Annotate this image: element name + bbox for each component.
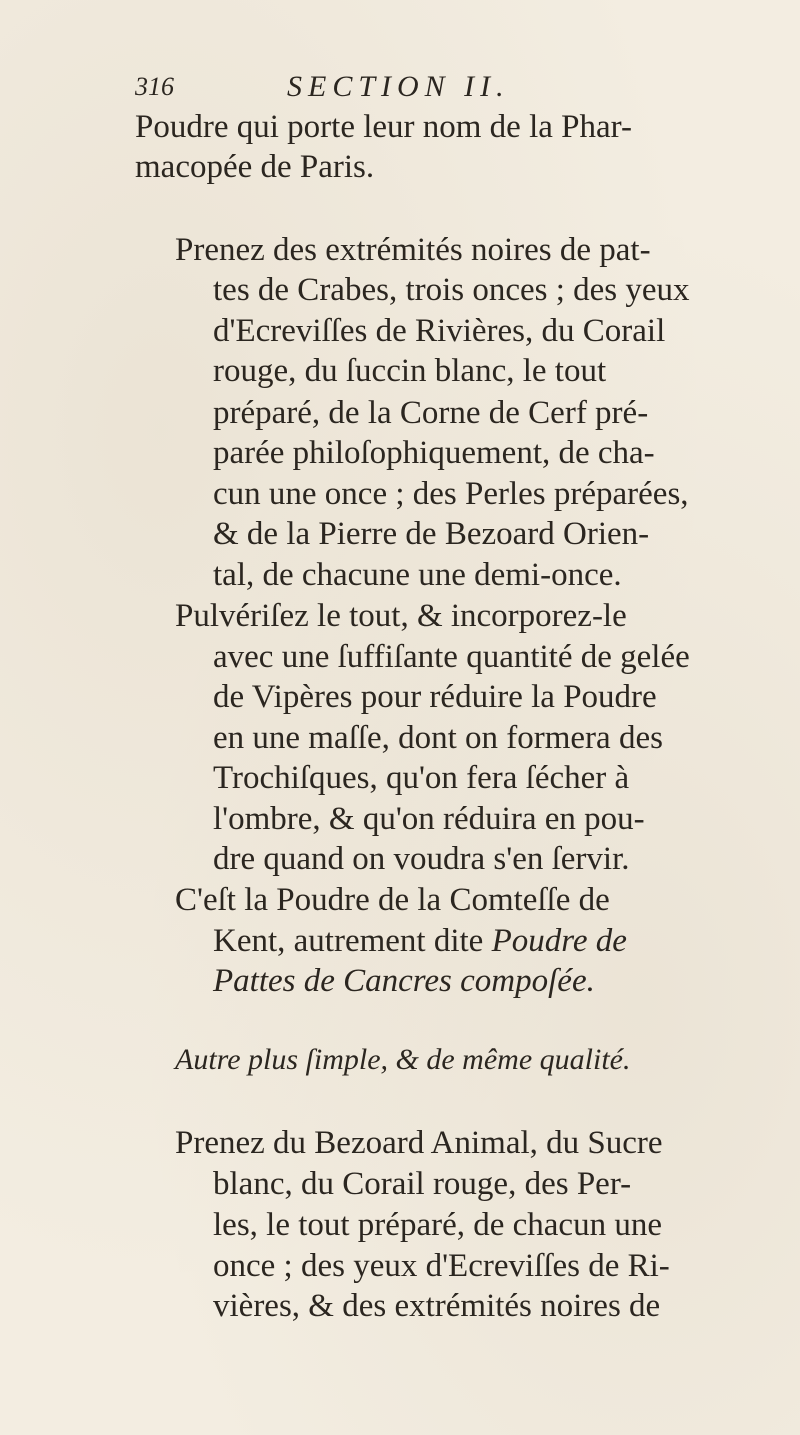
text-line: tal, de chacune une demi-once. (213, 557, 622, 593)
text-line: l'ombre, & qu'on réduira en pou- (213, 801, 645, 837)
text-line: Pulvériſez le tout, & incorporez-le (175, 598, 627, 634)
text-line: en une maſſe, dont on formera des (213, 720, 663, 756)
text-line: blanc, du Corail rouge, des Per- (213, 1166, 632, 1202)
running-head: SECTION II. (287, 70, 510, 103)
text-line: de Vipères pour réduire la Poudre (213, 679, 657, 715)
text-line: once ; des yeux d'Ecreviſſes de Ri- (213, 1248, 670, 1284)
text-line: Prenez du Bezoard Animal, du Sucre (175, 1125, 663, 1161)
text-line: avec une ſuffiſante quantité de gelée (213, 639, 690, 675)
text-line: cun une once ; des Perles préparées, (213, 476, 689, 512)
text-line: macopée de Paris. (135, 149, 375, 185)
page-number: 316 (135, 72, 174, 101)
text-line: dre quand on voudra s'en ſervir. (213, 841, 630, 877)
text-line: préparé, de la Corne de Cerf pré- (213, 395, 649, 431)
section-subtitle: Autre plus ſimple, & de même qualité. (175, 1043, 631, 1076)
text-line: Kent, autrement dite (213, 923, 484, 959)
text-line: C'eſt la Poudre de la Comteſſe de (175, 882, 610, 918)
text-line: vières, & des extrémités noires de (213, 1288, 661, 1324)
italic-phrase: Pattes de Cancres compoſée. (213, 963, 595, 999)
text-line: les, le tout préparé, de chacun une (213, 1207, 662, 1243)
text-line: rouge, du ſuccin blanc, le tout (213, 353, 607, 389)
text-line: Poudre qui porte leur nom de la Phar- (135, 109, 632, 145)
text-line: d'Ecreviſſes de Rivières, du Corail (213, 313, 666, 349)
text-line: parée philoſophiquement, de cha- (213, 435, 655, 471)
italic-phrase: Poudre de (491, 923, 627, 959)
text-line: tes de Crabes, trois onces ; des yeux (213, 272, 690, 308)
text-line: Trochiſques, qu'on fera ſécher à (213, 760, 630, 796)
text-line: Prenez des extrémités noires de pat- (175, 232, 651, 268)
text-line: & de la Pierre de Bezoard Orien- (213, 516, 650, 552)
